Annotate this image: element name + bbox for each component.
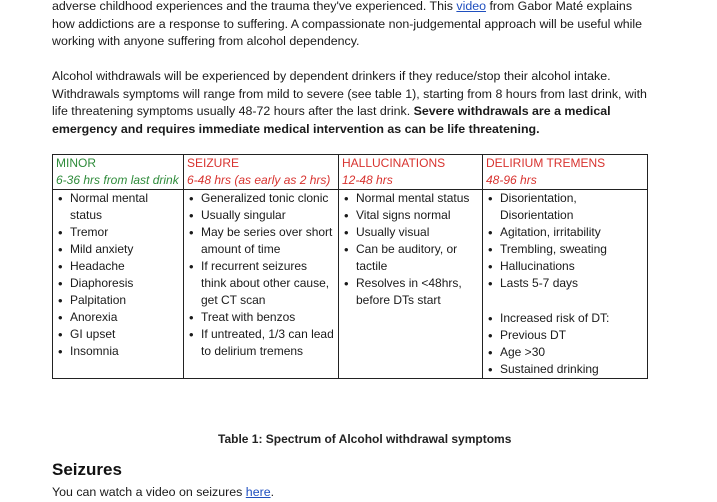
list-item: • Usually visual [342,224,479,241]
header-delirium-tremens [483,155,648,190]
table-header-row [53,155,648,190]
minor-symptoms-cell [53,190,184,379]
list-item: • Can be auditory, or tactile [342,241,479,275]
list-item: • GI upset [56,326,180,343]
list-item: • Generalized tonic clonic [187,190,335,207]
header-hallucinations [339,155,483,190]
list-item: • Tremor [56,224,180,241]
delirium-tremens-symptoms-cell [483,190,648,379]
header-hallucinations-time: 12-48 hrs [342,173,393,187]
list-item: • Increased risk of DT: [486,310,644,327]
seizures-heading: Seizures [52,460,122,479]
header-hallucinations-name: HALLUCINATIONS [342,156,446,170]
list-item: • Insomnia [56,343,180,360]
table-caption: Table 1: Spectrum of Alcohol withdrawal symptoms [218,432,512,446]
header-dt-time: 48-96 hrs [486,173,537,187]
list-item: • If recurrent seizures think about other cause, get CT scan [187,258,335,309]
intro-text: adverse childhood experiences and the trauma they've experienced. This [52,0,457,13]
list-item: • Trembling, sweating [486,241,644,258]
list-item: • Previous DT [486,327,644,344]
list-item: • Normal mental status [342,190,479,207]
list-item: • Mild anxiety [56,241,180,258]
list-item: • Agitation, irritability [486,224,644,241]
header-minor-name: MINOR [56,156,96,170]
seizures-paragraph [52,484,274,502]
list-item: • Resolves in <48hrs, before DTs start [342,275,479,309]
header-minor-time: 6-36 hrs from last drink [56,173,179,187]
list-item: • Vital signs normal [342,207,479,224]
withdrawal-text: Alcohol withdrawals will be experienced by dependent drinkers if they reduce/stop their alcohol intake. Withdrawals symptoms will range from mild to severe (see table 1), starting from 8 hours from last drink, with life threatening symptoms usually 48-72 hours after the last drink. [52,69,647,118]
list-item: • Disorientation, Disorientation [486,190,644,224]
seizures-video-link[interactable]: here [245,485,271,499]
list-item: • Usually singular [187,207,335,224]
seizures-text: You can watch a video on seizures [52,485,246,499]
seizure-symptoms-cell [184,190,339,379]
list-item: • Treat with benzos [187,309,335,326]
header-seizure-time: 6-48 hrs (as early as 2 hrs) [187,173,331,187]
header-seizure [184,155,339,190]
list-item: • Lasts 5-7 days [486,275,644,292]
withdrawal-paragraph [52,68,652,138]
list-item: • Diaphoresis [56,275,180,292]
header-seizure-name: SEIZURE [187,156,240,170]
dt-risk-list [486,310,644,378]
withdrawal-warning: Severe withdrawals are a medical emergency and requires immediate medical intervention as can be life threatening. [52,104,611,136]
withdrawal-spectrum-table [52,154,648,379]
intro-paragraph [52,0,652,51]
list-item: • Palpitation [56,292,180,309]
dt-gap [486,292,644,310]
header-dt-name: DELIRIUM TREMENS [486,156,606,170]
table-body-row [53,190,648,379]
list-item: • May be series over short amount of time [187,224,335,258]
list-item: • Normal mental status [56,190,180,224]
hallucinations-symptoms-cell [339,190,483,379]
intro-text-continued: from Gabor Maté explains how addictions are a response to suffering. A compassionate non-judgemental approach will be useful while working with anyone suffering from alcohol dependency. [52,0,643,48]
seizures-text-end: . [270,485,275,499]
list-item: • Age >30 [486,344,644,361]
header-minor [53,155,184,190]
list-item: • Sustained drinking [486,361,644,378]
list-item: • Anorexia [56,309,180,326]
list-item: • Headache [56,258,180,275]
gabor-mate-video-link[interactable]: video [456,0,487,13]
list-item: • If untreated, 1/3 can lead to delirium tremens [187,326,335,360]
list-item: • Hallucinations [486,258,644,275]
